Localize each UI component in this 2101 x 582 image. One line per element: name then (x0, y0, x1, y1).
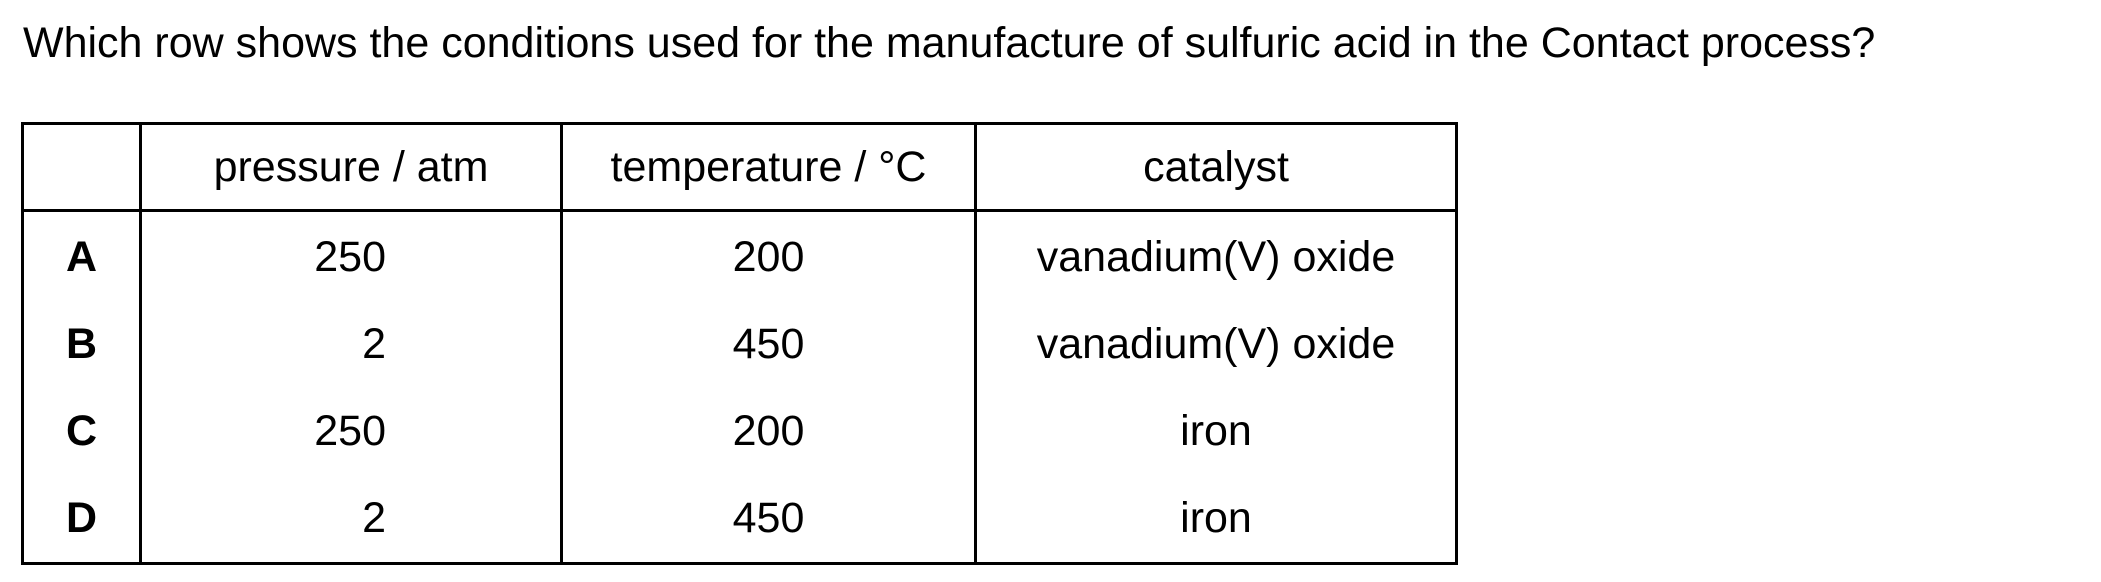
header-temperature: temperature / °C (562, 124, 976, 211)
table-row[interactable] (23, 211, 1457, 302)
temperature-cell: 450 (562, 475, 976, 564)
pressure-value: 250 (314, 407, 386, 455)
option-letter: D (23, 475, 141, 564)
catalyst-cell: vanadium(V) oxide (976, 301, 1457, 388)
pressure-value: 2 (362, 320, 386, 368)
catalyst-cell: iron (976, 475, 1457, 564)
table-row[interactable] (23, 301, 1457, 388)
temperature-cell: 200 (562, 211, 976, 302)
pressure-value: 250 (314, 233, 386, 281)
option-letter: A (23, 211, 141, 302)
pressure-cell (141, 388, 562, 475)
question-text: Which row shows the conditions used for the manufacture of sulfuric acid in the Contact process? (23, 19, 1876, 67)
temperature-cell: 450 (562, 301, 976, 388)
option-letter: C (23, 388, 141, 475)
table-row[interactable] (23, 388, 1457, 475)
pressure-cell (141, 301, 562, 388)
pressure-cell (141, 211, 562, 302)
pressure-value: 2 (362, 494, 386, 542)
table-row[interactable] (23, 475, 1457, 564)
option-letter: B (23, 301, 141, 388)
header-catalyst: catalyst (976, 124, 1457, 211)
catalyst-cell: iron (976, 388, 1457, 475)
pressure-cell (141, 475, 562, 564)
catalyst-cell: vanadium(V) oxide (976, 211, 1457, 302)
table-header-row (23, 124, 1457, 211)
temperature-cell: 200 (562, 388, 976, 475)
header-pressure: pressure / atm (141, 124, 562, 211)
header-blank (23, 124, 141, 211)
answer-options-table (21, 122, 1458, 565)
